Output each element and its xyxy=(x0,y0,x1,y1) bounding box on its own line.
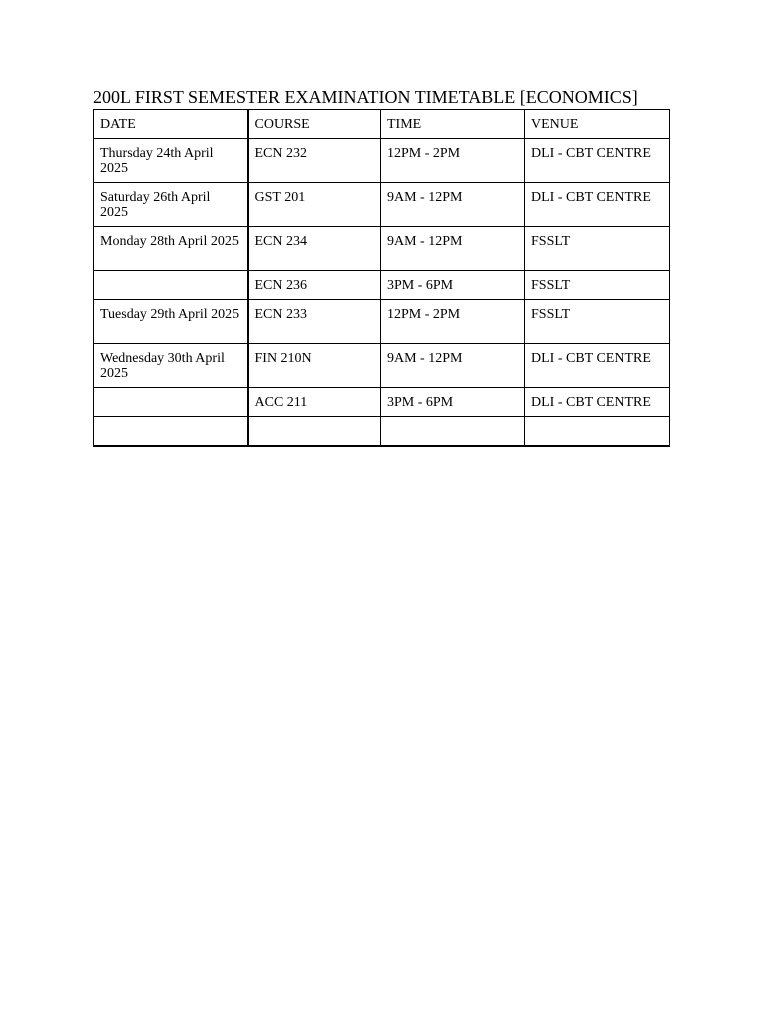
cell-time: 3PM - 6PM xyxy=(381,388,525,417)
cell-date: Thursday 24th April 2025 xyxy=(94,139,248,183)
cell-time: 12PM - 2PM xyxy=(381,300,525,344)
cell-time: 9AM - 12PM xyxy=(381,183,525,227)
table-row xyxy=(94,388,670,417)
table-row xyxy=(94,139,670,183)
table-header-row xyxy=(94,110,670,139)
cell-time: 3PM - 6PM xyxy=(381,271,525,300)
cell-time xyxy=(381,417,525,446)
table-row xyxy=(94,300,670,344)
table-row xyxy=(94,183,670,227)
cell-date: Saturday 26th April 2025 xyxy=(94,183,248,227)
cell-venue: DLI - CBT CENTRE xyxy=(525,139,670,183)
cell-venue: FSSLT xyxy=(525,227,670,271)
table-row-empty xyxy=(94,417,670,446)
cell-course: FIN 210N xyxy=(248,344,381,388)
table-row xyxy=(94,344,670,388)
header-venue: VENUE xyxy=(525,110,670,139)
table-row xyxy=(94,271,670,300)
cell-date: Monday 28th April 2025 xyxy=(94,227,248,271)
cell-course xyxy=(248,417,381,446)
cell-venue: FSSLT xyxy=(525,300,670,344)
cell-course: GST 201 xyxy=(248,183,381,227)
cell-time: 9AM - 12PM xyxy=(381,344,525,388)
cell-date xyxy=(94,388,248,417)
cell-course: ECN 232 xyxy=(248,139,381,183)
document-title: 200L FIRST SEMESTER EXAMINATION TIMETABLE [ECONOMICS] xyxy=(93,87,638,107)
header-time: TIME xyxy=(381,110,525,139)
cell-date: Wednesday 30th April 2025 xyxy=(94,344,248,388)
table-row xyxy=(94,227,670,271)
cell-venue: DLI - CBT CENTRE xyxy=(525,388,670,417)
cell-course: ECN 233 xyxy=(248,300,381,344)
cell-course: ECN 234 xyxy=(248,227,381,271)
cell-date xyxy=(94,271,248,300)
cell-time: 12PM - 2PM xyxy=(381,139,525,183)
cell-course: ACC 211 xyxy=(248,388,381,417)
cell-venue: FSSLT xyxy=(525,271,670,300)
cell-time: 9AM - 12PM xyxy=(381,227,525,271)
cell-venue: DLI - CBT CENTRE xyxy=(525,344,670,388)
cell-venue xyxy=(525,417,670,446)
cell-venue: DLI - CBT CENTRE xyxy=(525,183,670,227)
cell-date xyxy=(94,417,248,446)
cell-course: ECN 236 xyxy=(248,271,381,300)
header-date: DATE xyxy=(94,110,248,139)
cell-date: Tuesday 29th April 2025 xyxy=(94,300,248,344)
header-course: COURSE xyxy=(248,110,381,139)
exam-timetable xyxy=(93,109,670,447)
